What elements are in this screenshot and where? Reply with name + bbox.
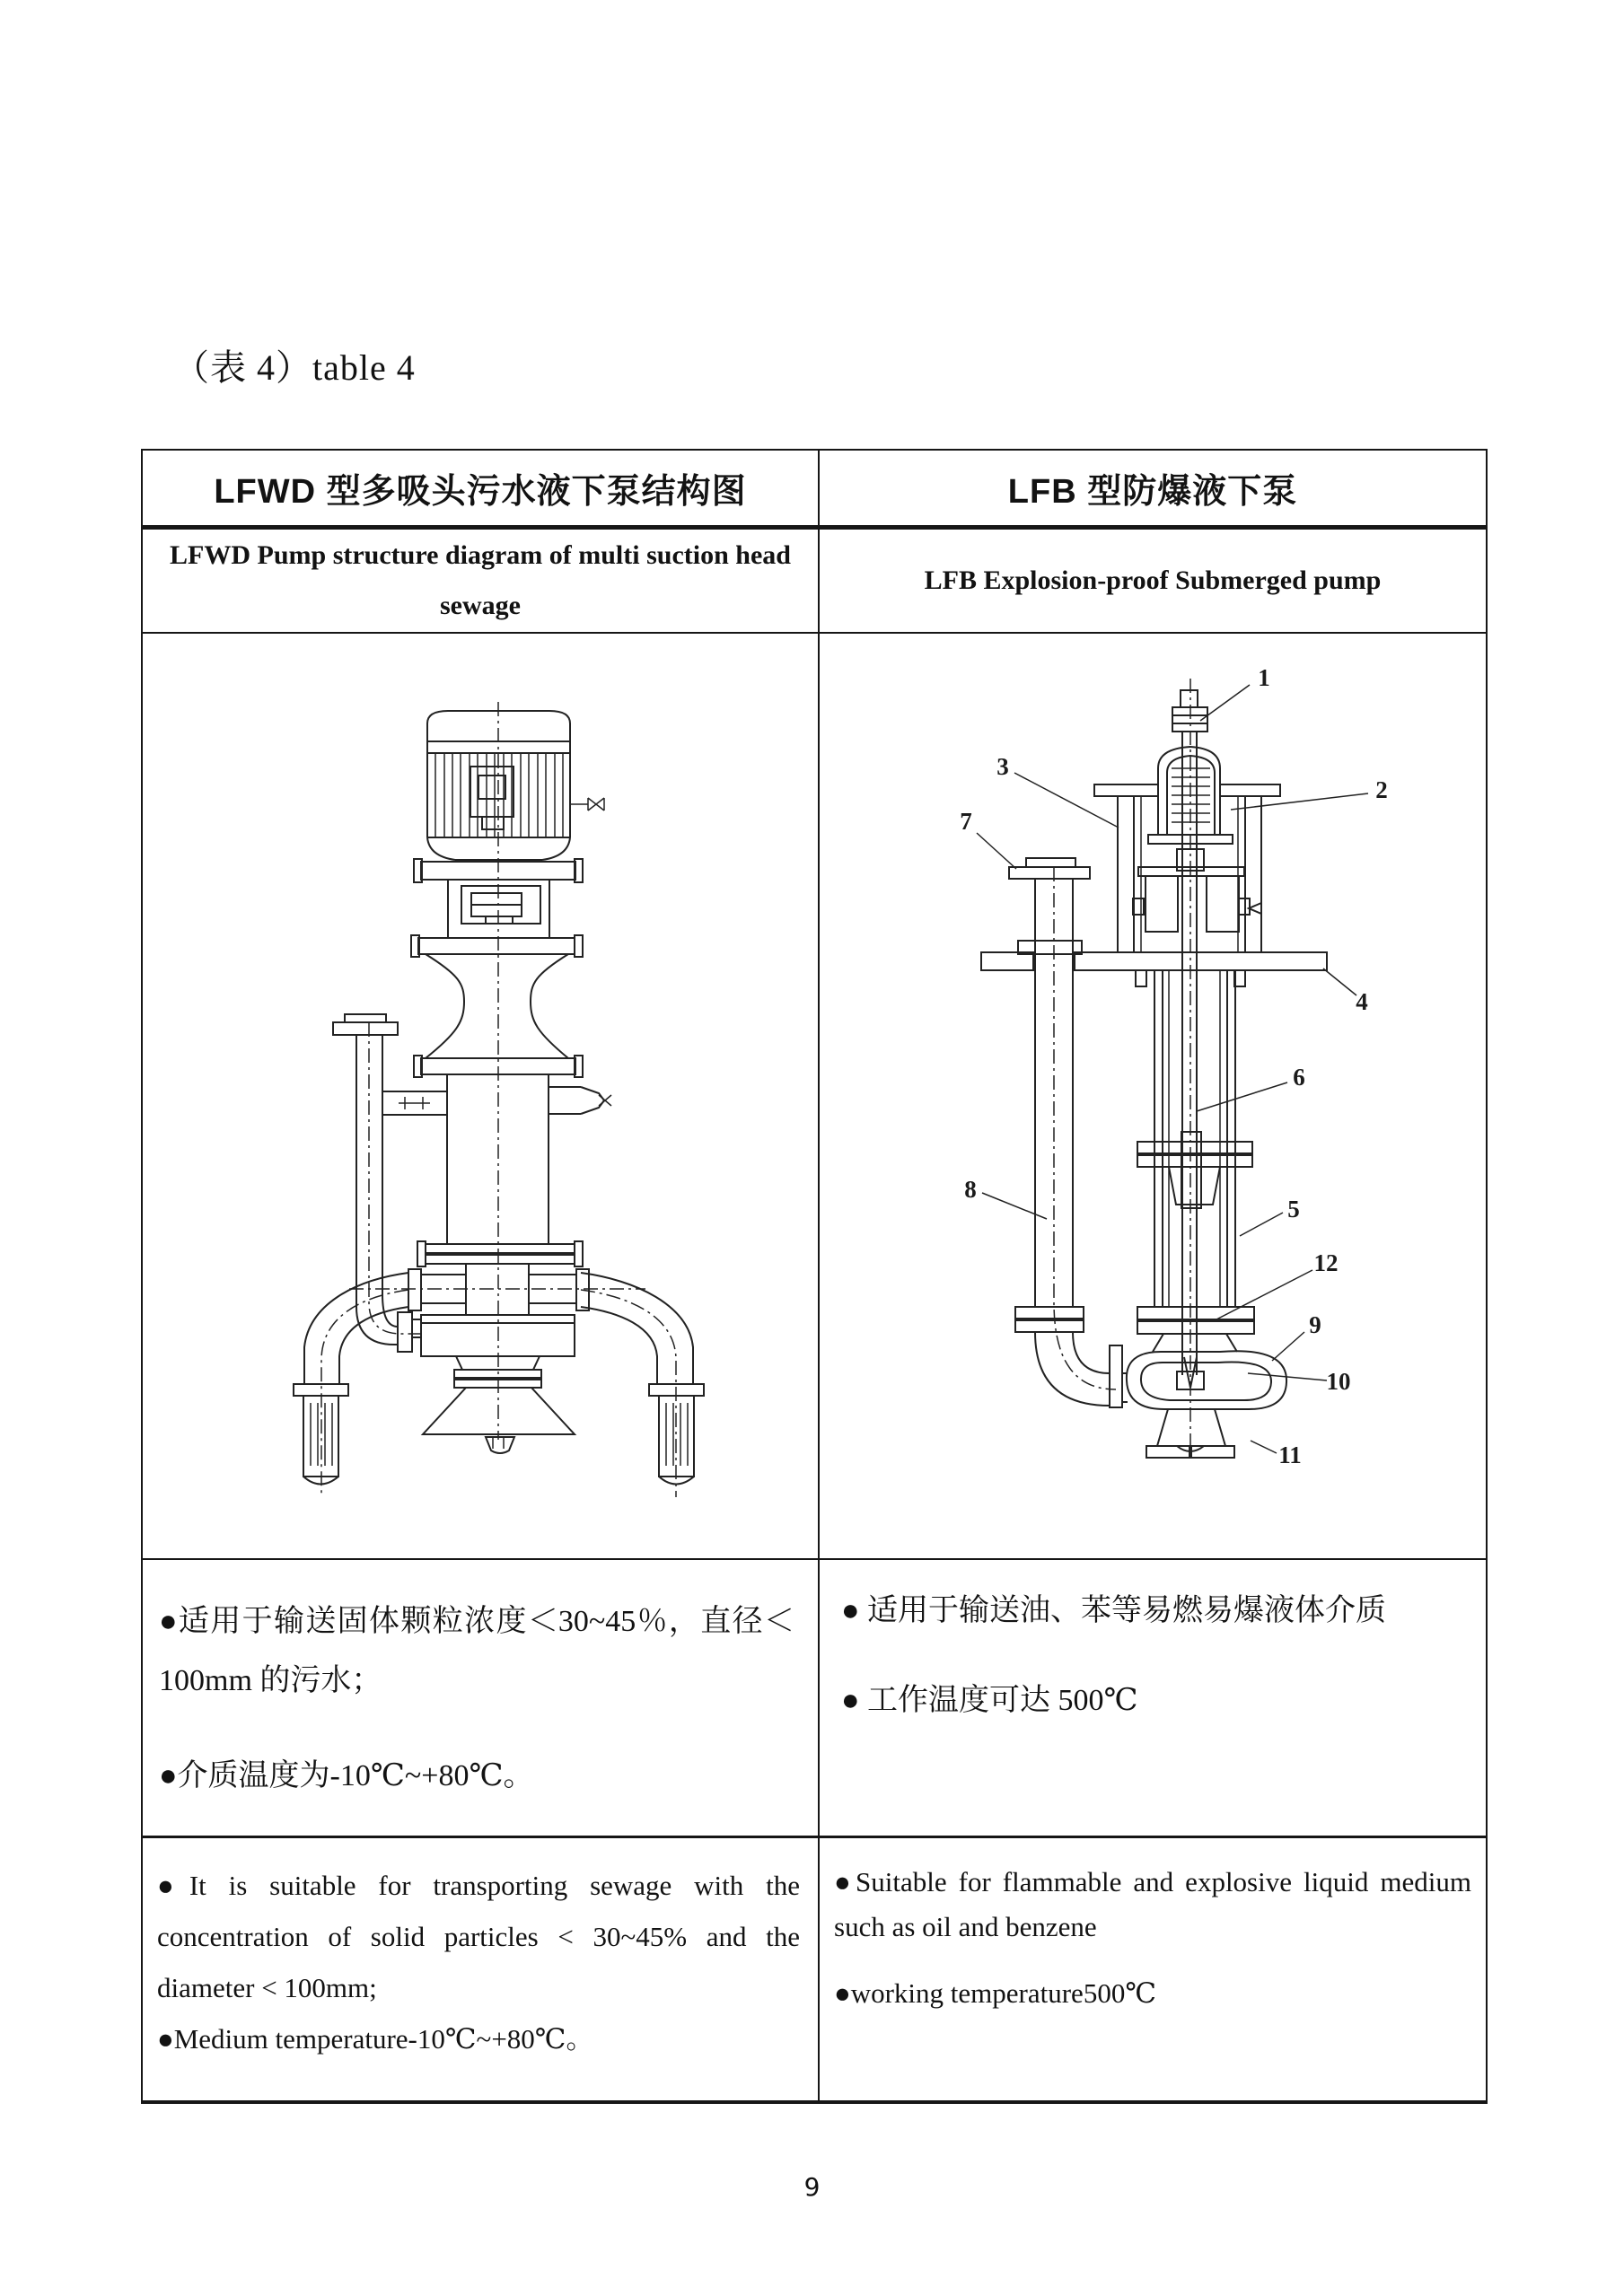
- callout-11: 11: [1278, 1442, 1302, 1468]
- callout-8: 8: [964, 1176, 977, 1203]
- callout-7: 7: [960, 808, 972, 835]
- lfb-spec-zh-temp: ● 工作温度可达 500℃: [841, 1684, 1138, 1717]
- callout-numbers: [960, 664, 1388, 1468]
- lfwd-spec-en-line3: diameter < 100mm;: [157, 1972, 377, 2003]
- pump-casing: [421, 1315, 575, 1388]
- lfb-spec-en-temp: ●working temperature500℃: [834, 1977, 1156, 2009]
- table-row-header-zh: [143, 451, 1486, 530]
- lower-flange-pair: [417, 1241, 583, 1266]
- lfb-spec-zh-media: ● 适用于输送油、苯等易燃易爆液体介质: [841, 1594, 1387, 1627]
- support-stand: [1094, 784, 1280, 952]
- lfb-spec-en-line1: ●Suitable for flammable and explosive liquid medium: [834, 1866, 1471, 1897]
- callout-4: 4: [1356, 988, 1368, 1015]
- lfwd-header-en-line1: LFWD Pump structure diagram of multi suction head: [170, 540, 791, 570]
- upper-flange: [411, 935, 583, 957]
- suction-bell: [423, 1388, 575, 1453]
- lfwd-specs-zh: [143, 1560, 820, 1836]
- page-title: （表 4）table 4: [173, 347, 416, 388]
- pump-comparison-table: [141, 449, 1488, 2104]
- lfb-specs-en: [820, 1838, 1486, 2100]
- lfwd-spec-en-line2: concentration of solid particles < 30~45% and the: [157, 1921, 800, 1952]
- table-row-specs-zh: [143, 1560, 1486, 1838]
- lfb-header-zh: LFB 型防爆液下泵: [1007, 473, 1298, 511]
- lfwd-spec-zh-line1: ●适用于输送固体颗粒浓度＜30~45％，直径＜: [159, 1605, 794, 1638]
- lfb-spec-en-line2: such as oil and benzene: [834, 1911, 1097, 1942]
- lfwd-spec-en-line1: ●It is suitable for transporting sewage with the: [157, 1870, 800, 1901]
- callout-5: 5: [1287, 1196, 1300, 1222]
- lfwd-spec-zh-temp: ●介质温度为-10℃~+80℃。: [159, 1759, 534, 1792]
- table-row-header-en: [143, 530, 1486, 634]
- callout-12: 12: [1313, 1249, 1339, 1276]
- lfb-diagram-cell: [820, 634, 1486, 1558]
- callout-9: 9: [1309, 1311, 1321, 1338]
- lfwd-spec-zh-line2: 100mm 的污水；: [159, 1664, 382, 1697]
- center-axis: [349, 702, 645, 1440]
- volute-casing: [1127, 1351, 1286, 1409]
- callout-10: 10: [1326, 1368, 1351, 1395]
- table-row-specs-en: [143, 1838, 1486, 2100]
- table-row-diagrams: [143, 634, 1486, 1560]
- callout-2: 2: [1375, 776, 1388, 803]
- lfb-header-en: [820, 530, 1486, 632]
- lfwd-specs-en: [143, 1838, 820, 2100]
- lfwd-spec-en-temp: ●Medium temperature-10℃~+80℃。: [157, 2023, 594, 2055]
- lfb-specs-zh: [820, 1560, 1486, 1836]
- lfwd-header-en: [143, 530, 820, 632]
- callout-3: 3: [996, 753, 1009, 780]
- discharge-bracket: [382, 1087, 611, 1115]
- lfb-header-en-line1: LFB Explosion-proof Submerged pump: [924, 565, 1382, 595]
- lfwd-diagram-cell: [143, 634, 820, 1558]
- callout-6: 6: [1293, 1064, 1305, 1091]
- lfwd-header-zh: LFWD 型多吸头污水液下泵结构图: [143, 451, 820, 525]
- lfwd-pump-structure-diagram: [143, 634, 818, 1558]
- callout-1: 1: [1258, 664, 1270, 691]
- grease-fitting-icon: [570, 798, 604, 811]
- lfb-pump-diagram: [820, 634, 1486, 1558]
- discharge-pipe: [1009, 858, 1128, 1407]
- lfwd-header-en-line2: sewage: [440, 591, 521, 620]
- page-number: 9: [803, 2172, 821, 2202]
